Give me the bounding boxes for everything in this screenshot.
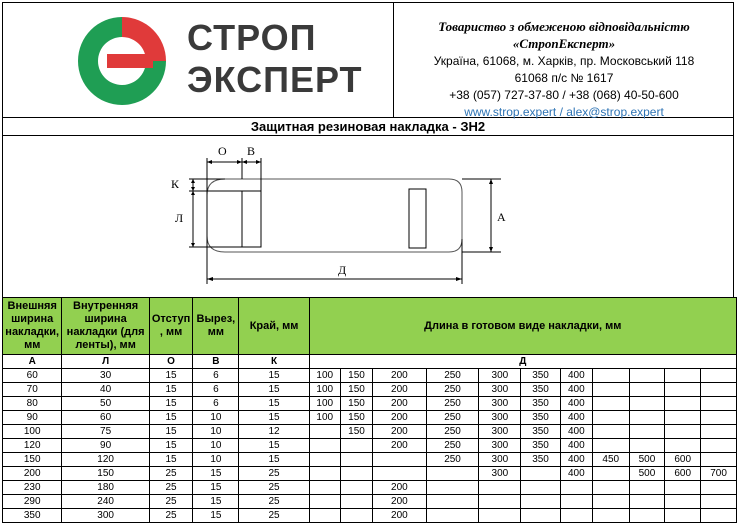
letter-d: Д <box>309 355 736 369</box>
cell-offset: 25 <box>149 467 192 481</box>
header-inner-width: Внутренняя ширина накладки (для ленты), мм <box>62 298 149 355</box>
letter-a: А <box>3 355 62 369</box>
cell-outer-width: 150 <box>3 453 62 467</box>
cell-outer-width: 200 <box>3 467 62 481</box>
cell-length <box>521 481 560 495</box>
letter-l: Л <box>62 355 149 369</box>
cell-length: 350 <box>521 425 560 439</box>
cell-length: 250 <box>426 397 479 411</box>
cell-length: 100 <box>309 369 340 383</box>
specification-table <box>2 297 737 523</box>
cell-length: 300 <box>479 383 521 397</box>
cell-length: 300 <box>479 369 521 383</box>
cell-length <box>309 453 340 467</box>
cell-length <box>665 481 701 495</box>
cell-length: 400 <box>560 397 592 411</box>
cell-length <box>629 397 665 411</box>
cell-edge: 15 <box>239 411 309 425</box>
cell-length <box>340 495 372 509</box>
cell-length <box>701 397 737 411</box>
cell-edge: 15 <box>239 383 309 397</box>
cell-length: 400 <box>560 453 592 467</box>
cell-length <box>665 383 701 397</box>
cell-length: 700 <box>701 467 737 481</box>
table-row <box>3 383 737 397</box>
cell-length <box>373 453 427 467</box>
cell-length: 400 <box>560 425 592 439</box>
table-row <box>3 481 737 495</box>
cell-length <box>426 509 479 523</box>
cell-length <box>701 425 737 439</box>
cell-length: 500 <box>629 453 665 467</box>
cell-length: 300 <box>479 425 521 439</box>
company-name: «СтропЕксперт» <box>512 36 616 51</box>
cell-length: 400 <box>560 411 592 425</box>
cell-length <box>521 495 560 509</box>
cell-edge: 15 <box>239 397 309 411</box>
dim-label-a: А <box>497 210 506 224</box>
cell-length <box>665 495 701 509</box>
cell-offset: 15 <box>149 453 192 467</box>
cell-length <box>479 495 521 509</box>
cell-length: 350 <box>521 439 560 453</box>
cell-length <box>701 369 737 383</box>
letter-b: В <box>193 355 239 369</box>
logo-emblem-icon <box>67 9 177 113</box>
cell-length <box>701 439 737 453</box>
cell-length: 300 <box>479 439 521 453</box>
cell-outer-width: 100 <box>3 425 62 439</box>
cell-outer-width: 230 <box>3 481 62 495</box>
table-header-row <box>3 298 737 355</box>
cell-length <box>560 495 592 509</box>
cell-outer-width: 60 <box>3 369 62 383</box>
cell-length: 350 <box>521 397 560 411</box>
cell-length <box>340 453 372 467</box>
cell-offset: 15 <box>149 425 192 439</box>
company-phones: +38 (057) 727-37-80 / +38 (068) 40-50-600 <box>449 88 679 102</box>
cell-inner-width: 75 <box>62 425 149 439</box>
cell-length: 200 <box>373 495 427 509</box>
cell-length: 100 <box>309 397 340 411</box>
cell-inner-width: 50 <box>62 397 149 411</box>
cell-cutout: 6 <box>193 397 239 411</box>
cell-inner-width: 120 <box>62 453 149 467</box>
cell-outer-width: 290 <box>3 495 62 509</box>
cell-length <box>665 509 701 523</box>
cell-length <box>629 369 665 383</box>
cell-edge: 15 <box>239 453 309 467</box>
cell-length <box>479 509 521 523</box>
cell-length <box>592 369 629 383</box>
cell-length <box>629 509 665 523</box>
cell-length <box>592 467 629 481</box>
cell-length: 250 <box>426 439 479 453</box>
company-address: Україна, 61068, м. Харків, пр. Московський 118 <box>433 54 695 68</box>
cell-length <box>426 481 479 495</box>
cell-length <box>629 383 665 397</box>
cell-length <box>701 509 737 523</box>
table-row <box>3 369 737 383</box>
technical-drawing <box>2 136 734 297</box>
table-row <box>3 439 737 453</box>
table-row <box>3 495 737 509</box>
cell-length: 200 <box>373 425 427 439</box>
cell-length <box>592 383 629 397</box>
cell-length <box>309 439 340 453</box>
company-details <box>395 3 733 117</box>
header-offset: Отступ , мм <box>149 298 192 355</box>
cell-length: 100 <box>309 383 340 397</box>
dim-label-l: Л <box>175 211 184 225</box>
cell-inner-width: 180 <box>62 481 149 495</box>
cell-edge: 25 <box>239 467 309 481</box>
cell-length <box>629 425 665 439</box>
cell-length <box>701 495 737 509</box>
cell-length <box>665 369 701 383</box>
table-row <box>3 411 737 425</box>
company-logo <box>3 3 394 117</box>
cell-offset: 15 <box>149 439 192 453</box>
cell-length: 200 <box>373 383 427 397</box>
cell-length: 450 <box>592 453 629 467</box>
cell-length <box>592 411 629 425</box>
cell-length: 200 <box>373 509 427 523</box>
cell-offset: 25 <box>149 481 192 495</box>
cell-length: 400 <box>560 439 592 453</box>
cell-length <box>629 495 665 509</box>
cell-outer-width: 90 <box>3 411 62 425</box>
cell-length: 150 <box>340 397 372 411</box>
cell-outer-width: 350 <box>3 509 62 523</box>
table-row <box>3 453 737 467</box>
cell-length <box>592 439 629 453</box>
cell-inner-width: 240 <box>62 495 149 509</box>
header-cutout: Вырез, мм <box>193 298 239 355</box>
cell-cutout: 10 <box>193 439 239 453</box>
cell-offset: 15 <box>149 411 192 425</box>
cell-length <box>592 481 629 495</box>
brand-name-line-2: ЭКСПЕРТ <box>187 59 363 100</box>
cell-length <box>629 481 665 495</box>
cell-length <box>592 425 629 439</box>
cell-length <box>340 439 372 453</box>
cell-length <box>592 495 629 509</box>
cell-length <box>309 509 340 523</box>
dim-label-b: В <box>247 144 256 158</box>
table-row <box>3 425 737 439</box>
cell-length: 600 <box>665 453 701 467</box>
header-outer-width: Внешняя ширина накладки, мм <box>3 298 62 355</box>
cell-offset: 25 <box>149 509 192 523</box>
cell-length <box>665 439 701 453</box>
cell-length: 250 <box>426 383 479 397</box>
table-row <box>3 397 737 411</box>
company-web-link[interactable]: www.strop.expert / alex@strop.expert <box>464 105 664 119</box>
cell-length: 300 <box>479 411 521 425</box>
cell-inner-width: 30 <box>62 369 149 383</box>
cell-length: 600 <box>665 467 701 481</box>
cell-length <box>560 509 592 523</box>
letterhead <box>2 2 734 118</box>
cell-edge: 15 <box>239 369 309 383</box>
company-legal-form: Товариство з обмеженою відповідальністю <box>438 19 690 34</box>
cell-length: 400 <box>560 369 592 383</box>
cell-outer-width: 120 <box>3 439 62 453</box>
cell-offset: 25 <box>149 495 192 509</box>
cell-length <box>701 383 737 397</box>
table-row <box>3 509 737 523</box>
dim-label-d: Д <box>338 263 347 277</box>
cell-length <box>309 425 340 439</box>
cell-cutout: 15 <box>193 467 239 481</box>
letter-k: К <box>239 355 309 369</box>
cell-length: 350 <box>521 383 560 397</box>
cell-length: 250 <box>426 369 479 383</box>
cell-length: 250 <box>426 453 479 467</box>
cell-length: 300 <box>479 453 521 467</box>
table-row <box>3 467 737 481</box>
cell-length <box>521 467 560 481</box>
cell-length: 350 <box>521 369 560 383</box>
cell-length <box>479 481 521 495</box>
cell-inner-width: 90 <box>62 439 149 453</box>
cell-length: 150 <box>340 369 372 383</box>
cell-offset: 15 <box>149 397 192 411</box>
company-po-box: 61068 п/с № 1617 <box>514 71 614 85</box>
cell-length: 250 <box>426 425 479 439</box>
cell-length <box>592 397 629 411</box>
letter-o: О <box>149 355 192 369</box>
cell-length <box>373 467 427 481</box>
cell-length <box>560 481 592 495</box>
dim-label-o: О <box>218 144 227 158</box>
cell-length <box>340 481 372 495</box>
cell-cutout: 6 <box>193 383 239 397</box>
cell-length <box>665 425 701 439</box>
cell-cutout: 15 <box>193 481 239 495</box>
cell-length: 200 <box>373 411 427 425</box>
cell-edge: 12 <box>239 425 309 439</box>
cell-inner-width: 300 <box>62 509 149 523</box>
cell-length: 150 <box>340 383 372 397</box>
cell-edge: 25 <box>239 495 309 509</box>
cell-length: 250 <box>426 411 479 425</box>
cell-edge: 25 <box>239 509 309 523</box>
cell-length <box>701 411 737 425</box>
cell-outer-width: 80 <box>3 397 62 411</box>
table-letter-row <box>3 355 737 369</box>
cell-length <box>629 439 665 453</box>
cell-length: 150 <box>340 425 372 439</box>
cell-length <box>521 509 560 523</box>
cell-inner-width: 60 <box>62 411 149 425</box>
cell-length <box>701 481 737 495</box>
cell-cutout: 6 <box>193 369 239 383</box>
cell-length: 300 <box>479 397 521 411</box>
cell-inner-width: 150 <box>62 467 149 481</box>
cell-cutout: 10 <box>193 425 239 439</box>
cell-length: 200 <box>373 397 427 411</box>
cell-offset: 15 <box>149 383 192 397</box>
cell-cutout: 10 <box>193 453 239 467</box>
cell-outer-width: 70 <box>3 383 62 397</box>
cell-length <box>426 467 479 481</box>
cell-length <box>340 467 372 481</box>
cell-length <box>701 453 737 467</box>
cell-length <box>665 411 701 425</box>
cell-edge: 15 <box>239 439 309 453</box>
cell-length: 350 <box>521 411 560 425</box>
cell-length <box>309 481 340 495</box>
cell-cutout: 10 <box>193 411 239 425</box>
cell-offset: 15 <box>149 369 192 383</box>
brand-name-line-1: СТРОП <box>187 17 317 58</box>
cell-cutout: 15 <box>193 495 239 509</box>
cell-length: 400 <box>560 383 592 397</box>
cell-length: 500 <box>629 467 665 481</box>
cell-length <box>426 495 479 509</box>
cell-length <box>309 495 340 509</box>
document-title: Защитная резиновая накладка - ЗН2 <box>2 118 734 136</box>
cell-length <box>629 411 665 425</box>
cell-length <box>309 467 340 481</box>
cell-length: 400 <box>560 467 592 481</box>
cell-length <box>592 509 629 523</box>
cell-edge: 25 <box>239 481 309 495</box>
cell-cutout: 15 <box>193 509 239 523</box>
cell-length: 150 <box>340 411 372 425</box>
cell-length: 100 <box>309 411 340 425</box>
dim-label-k: К <box>171 177 180 191</box>
cell-length: 200 <box>373 369 427 383</box>
cell-inner-width: 40 <box>62 383 149 397</box>
cell-length: 300 <box>479 467 521 481</box>
cell-length: 350 <box>521 453 560 467</box>
cell-length <box>665 397 701 411</box>
header-length: Длина в готовом виде накладки, мм <box>309 298 736 355</box>
cell-length: 200 <box>373 439 427 453</box>
header-edge: Край, мм <box>239 298 309 355</box>
cell-length <box>340 509 372 523</box>
cell-length: 200 <box>373 481 427 495</box>
